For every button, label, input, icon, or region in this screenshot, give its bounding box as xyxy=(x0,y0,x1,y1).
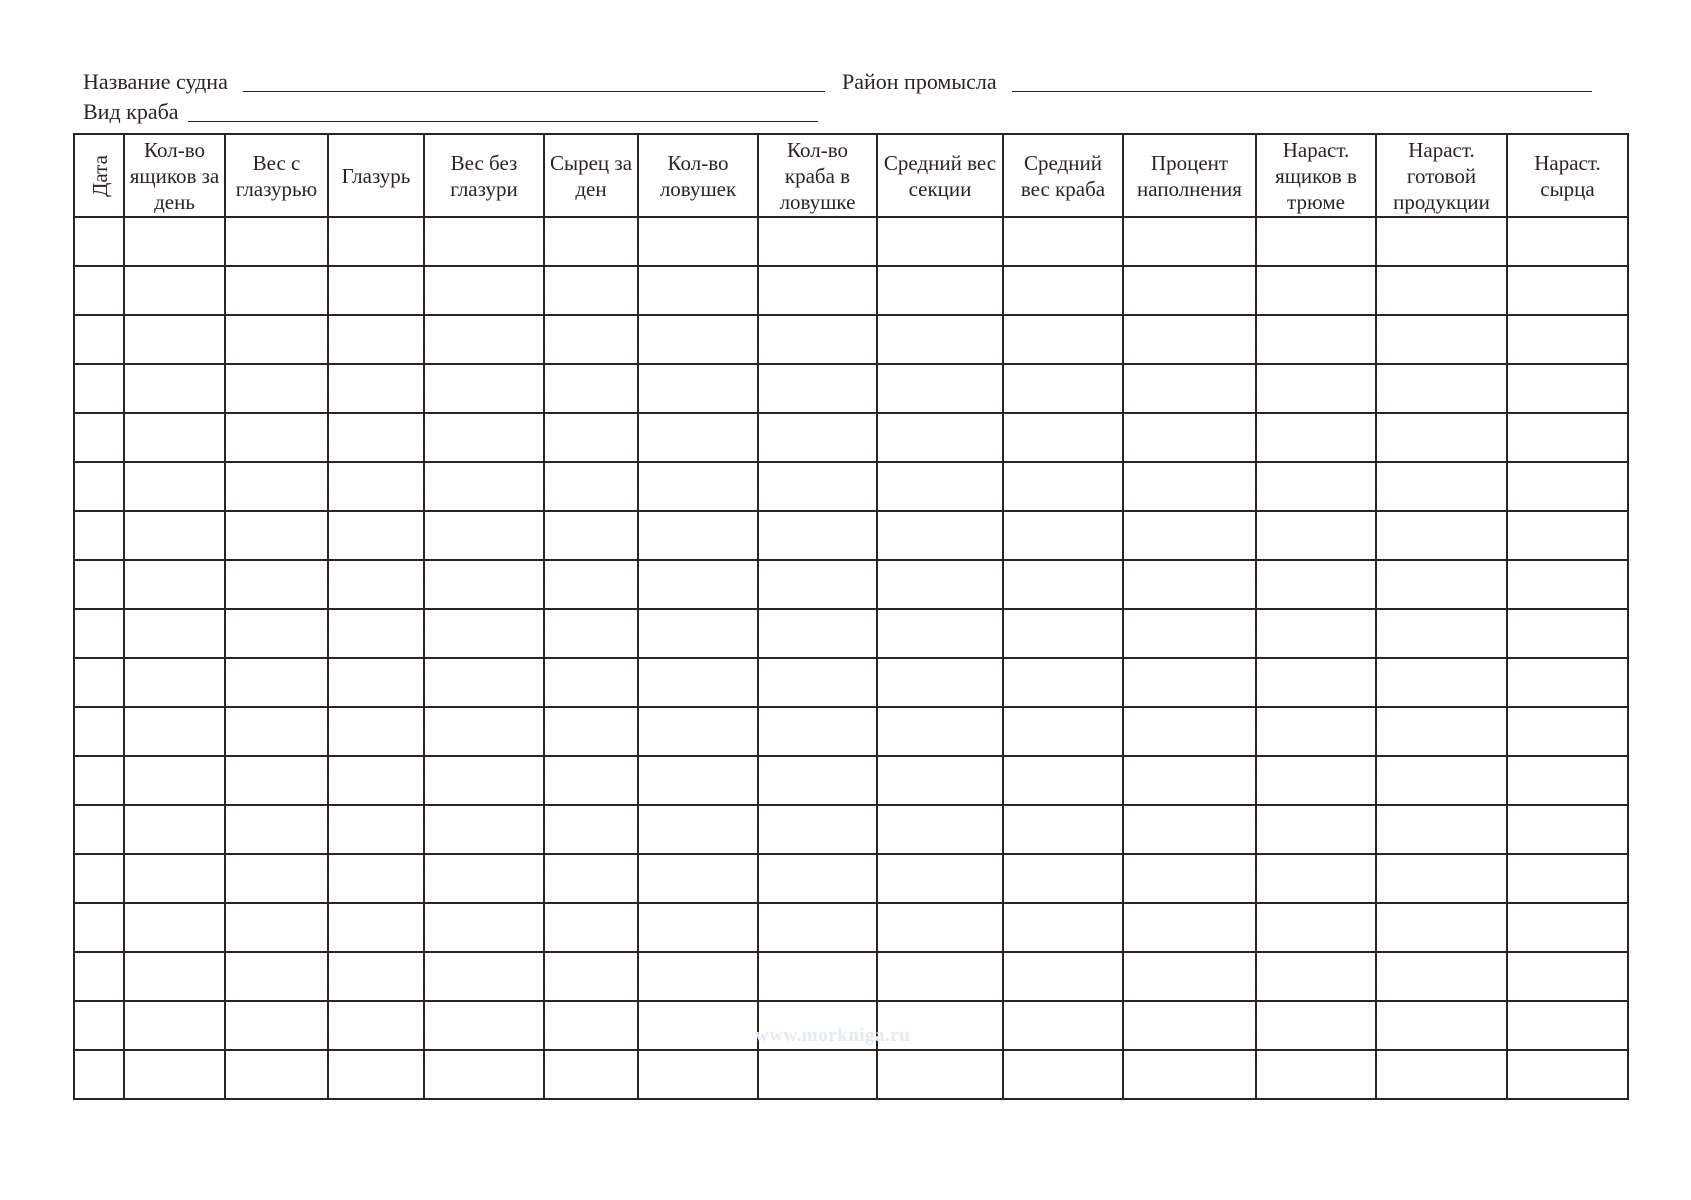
table-cell[interactable] xyxy=(328,217,424,266)
table-cell[interactable] xyxy=(758,315,877,364)
table-cell[interactable] xyxy=(225,903,328,952)
col-header-raw-per-day: Сырец за ден xyxy=(544,134,638,217)
table-cell[interactable] xyxy=(74,756,124,805)
table-cell[interactable] xyxy=(225,364,328,413)
table-row xyxy=(74,805,1628,854)
col-header-fill-percent: Процент наполнения xyxy=(1123,134,1256,217)
table-cell[interactable] xyxy=(124,266,225,315)
table-cell[interactable] xyxy=(1003,903,1123,952)
table-cell[interactable] xyxy=(638,1050,758,1099)
table-cell[interactable] xyxy=(124,805,225,854)
table-cell[interactable] xyxy=(1256,609,1376,658)
table-cell[interactable] xyxy=(328,511,424,560)
table-cell[interactable] xyxy=(544,560,638,609)
col-header-weight-with-glaze: Вес с глазурью xyxy=(225,134,328,217)
table-cell[interactable] xyxy=(544,658,638,707)
table-row xyxy=(74,413,1628,462)
table-cell[interactable] xyxy=(225,315,328,364)
table-cell[interactable] xyxy=(74,707,124,756)
table-cell[interactable] xyxy=(124,609,225,658)
table-cell[interactable] xyxy=(638,903,758,952)
table-cell[interactable] xyxy=(1507,658,1628,707)
table-cell[interactable] xyxy=(328,266,424,315)
table-cell[interactable] xyxy=(1256,315,1376,364)
table-cell[interactable] xyxy=(328,658,424,707)
table-cell[interactable] xyxy=(328,315,424,364)
table-cell[interactable] xyxy=(1123,805,1256,854)
table-cell[interactable] xyxy=(877,756,1003,805)
col-header-avg-section-weight: Средний вес секции xyxy=(877,134,1003,217)
table-cell[interactable] xyxy=(544,854,638,903)
table-cell[interactable] xyxy=(1123,462,1256,511)
table-cell[interactable] xyxy=(424,707,544,756)
table-cell[interactable] xyxy=(544,805,638,854)
table-cell[interactable] xyxy=(74,1001,124,1050)
table-cell[interactable] xyxy=(544,1001,638,1050)
table-cell[interactable] xyxy=(1256,854,1376,903)
table-cell[interactable] xyxy=(1003,609,1123,658)
table-cell[interactable] xyxy=(758,1050,877,1099)
table-cell[interactable] xyxy=(1376,903,1507,952)
table-cell[interactable] xyxy=(638,609,758,658)
crab-species-field[interactable] xyxy=(83,99,179,125)
table-cell[interactable] xyxy=(74,364,124,413)
table-cell[interactable] xyxy=(124,462,225,511)
table-cell[interactable] xyxy=(1507,364,1628,413)
table-cell[interactable] xyxy=(225,462,328,511)
table-cell[interactable] xyxy=(877,511,1003,560)
table-cell[interactable] xyxy=(74,903,124,952)
table-cell[interactable] xyxy=(1123,609,1256,658)
table-cell[interactable] xyxy=(1507,854,1628,903)
table-cell[interactable] xyxy=(424,217,544,266)
table-cell[interactable] xyxy=(544,952,638,1001)
table-cell[interactable] xyxy=(74,560,124,609)
table-cell[interactable] xyxy=(124,1050,225,1099)
table-cell[interactable] xyxy=(758,413,877,462)
table-cell[interactable] xyxy=(74,217,124,266)
table-cell[interactable] xyxy=(1507,315,1628,364)
table-cell[interactable] xyxy=(758,658,877,707)
table-cell[interactable] xyxy=(328,462,424,511)
table-cell[interactable] xyxy=(638,315,758,364)
table-row xyxy=(74,609,1628,658)
col-header-weight-without-glaze: Вес без глазури xyxy=(424,134,544,217)
table-cell[interactable] xyxy=(1507,952,1628,1001)
table-cell[interactable] xyxy=(124,952,225,1001)
table-cell[interactable] xyxy=(758,462,877,511)
table-cell[interactable] xyxy=(328,805,424,854)
table-cell[interactable] xyxy=(1256,952,1376,1001)
table-cell[interactable] xyxy=(74,854,124,903)
table-cell[interactable] xyxy=(1123,315,1256,364)
table-cell[interactable] xyxy=(1256,266,1376,315)
table-cell[interactable] xyxy=(1123,413,1256,462)
table-cell[interactable] xyxy=(328,952,424,1001)
table-cell[interactable] xyxy=(1376,1050,1507,1099)
table-cell[interactable] xyxy=(638,364,758,413)
table-cell[interactable] xyxy=(877,462,1003,511)
table-cell[interactable] xyxy=(638,854,758,903)
table-cell[interactable] xyxy=(1003,560,1123,609)
table-cell[interactable] xyxy=(225,609,328,658)
col-header-boxes-per-day: Кол-во ящиков за день xyxy=(124,134,225,217)
table-cell[interactable] xyxy=(1507,707,1628,756)
table-cell[interactable] xyxy=(758,266,877,315)
table-row xyxy=(74,364,1628,413)
table-cell[interactable] xyxy=(124,854,225,903)
table-cell[interactable] xyxy=(1256,413,1376,462)
table-cell[interactable] xyxy=(225,560,328,609)
table-cell[interactable] xyxy=(74,511,124,560)
table-cell[interactable] xyxy=(225,1050,328,1099)
table-cell[interactable] xyxy=(1003,511,1123,560)
table-cell[interactable] xyxy=(225,952,328,1001)
table-cell[interactable] xyxy=(328,903,424,952)
table-cell[interactable] xyxy=(124,707,225,756)
table-cell[interactable] xyxy=(1123,266,1256,315)
table-cell[interactable] xyxy=(758,707,877,756)
table-cell[interactable] xyxy=(758,609,877,658)
table-cell[interactable] xyxy=(877,952,1003,1001)
table-cell[interactable] xyxy=(74,462,124,511)
table-cell[interactable] xyxy=(328,609,424,658)
table-cell[interactable] xyxy=(424,903,544,952)
table-cell[interactable] xyxy=(638,805,758,854)
vessel-name-field[interactable] xyxy=(83,69,228,95)
table-cell[interactable] xyxy=(424,1001,544,1050)
watermark: www.morkniga.ru xyxy=(755,1025,911,1046)
table-cell[interactable] xyxy=(1376,707,1507,756)
fishing-area-blank-line[interactable] xyxy=(1012,91,1592,92)
table-row xyxy=(74,511,1628,560)
table-cell[interactable] xyxy=(638,560,758,609)
table-cell[interactable] xyxy=(758,903,877,952)
table-cell[interactable] xyxy=(638,511,758,560)
table-cell[interactable] xyxy=(1376,413,1507,462)
table-cell[interactable] xyxy=(877,560,1003,609)
table-row xyxy=(74,217,1628,266)
table-cell[interactable] xyxy=(1256,1001,1376,1050)
table-cell[interactable] xyxy=(424,560,544,609)
table-cell[interactable] xyxy=(328,1050,424,1099)
table-cell[interactable] xyxy=(424,266,544,315)
vessel-name-label: Название судна xyxy=(83,69,228,94)
fishing-area-label: Район промысла xyxy=(842,69,997,94)
table-cell[interactable] xyxy=(638,756,758,805)
table-cell[interactable] xyxy=(225,756,328,805)
table-cell[interactable] xyxy=(328,756,424,805)
table-cell[interactable] xyxy=(544,609,638,658)
table-cell[interactable] xyxy=(1256,805,1376,854)
table-cell[interactable] xyxy=(1003,413,1123,462)
table-cell[interactable] xyxy=(1123,756,1256,805)
table-cell[interactable] xyxy=(1256,462,1376,511)
table-cell[interactable] xyxy=(877,217,1003,266)
table-cell[interactable] xyxy=(124,756,225,805)
table-cell[interactable] xyxy=(1123,560,1256,609)
table-cell[interactable] xyxy=(1507,266,1628,315)
table-cell[interactable] xyxy=(1376,756,1507,805)
table-cell[interactable] xyxy=(1507,609,1628,658)
table-cell[interactable] xyxy=(1003,364,1123,413)
table-cell[interactable] xyxy=(758,560,877,609)
table-header-row xyxy=(74,134,1628,217)
table-cell[interactable] xyxy=(328,854,424,903)
table-cell[interactable] xyxy=(124,560,225,609)
table-cell[interactable] xyxy=(1123,217,1256,266)
table-cell[interactable] xyxy=(1507,756,1628,805)
table-cell[interactable] xyxy=(124,315,225,364)
table-row xyxy=(74,707,1628,756)
table-cell[interactable] xyxy=(424,805,544,854)
table-cell[interactable] xyxy=(225,217,328,266)
table-cell[interactable] xyxy=(328,1001,424,1050)
table-cell[interactable] xyxy=(1507,413,1628,462)
table-cell[interactable] xyxy=(328,364,424,413)
table-cell[interactable] xyxy=(225,511,328,560)
table-row xyxy=(74,903,1628,952)
col-header-cumulative-finished-product: Нараст. готовой продукции xyxy=(1376,134,1507,217)
table-cell[interactable] xyxy=(1123,1001,1256,1050)
table-cell[interactable] xyxy=(1256,364,1376,413)
table-cell[interactable] xyxy=(1003,805,1123,854)
table-cell[interactable] xyxy=(74,805,124,854)
fishing-area-field[interactable] xyxy=(842,69,997,95)
table-cell[interactable] xyxy=(877,658,1003,707)
table-cell[interactable] xyxy=(638,1001,758,1050)
table-cell[interactable] xyxy=(424,854,544,903)
table-cell[interactable] xyxy=(544,1050,638,1099)
table-cell[interactable] xyxy=(124,903,225,952)
col-header-trap-count: Кол-во ловушек xyxy=(638,134,758,217)
table-cell[interactable] xyxy=(758,217,877,266)
table-cell[interactable] xyxy=(638,707,758,756)
table-cell[interactable] xyxy=(1003,315,1123,364)
table-cell[interactable] xyxy=(877,315,1003,364)
table-cell[interactable] xyxy=(1376,658,1507,707)
table-cell[interactable] xyxy=(877,903,1003,952)
table-cell[interactable] xyxy=(225,413,328,462)
vessel-name-blank-line[interactable] xyxy=(243,91,825,92)
table-row xyxy=(74,266,1628,315)
table-cell[interactable] xyxy=(1256,217,1376,266)
table-cell[interactable] xyxy=(638,658,758,707)
table-cell[interactable] xyxy=(877,1050,1003,1099)
table-cell[interactable] xyxy=(1376,609,1507,658)
col-header-crab-per-trap: Кол-во краба в ловушке xyxy=(758,134,877,217)
table-cell[interactable] xyxy=(74,952,124,1001)
crab-species-blank-line[interactable] xyxy=(188,121,818,122)
table-row xyxy=(74,756,1628,805)
table-cell[interactable] xyxy=(877,364,1003,413)
table-cell[interactable] xyxy=(74,266,124,315)
table-cell[interactable] xyxy=(1123,952,1256,1001)
table-cell[interactable] xyxy=(1123,903,1256,952)
table-cell[interactable] xyxy=(1003,952,1123,1001)
table-cell[interactable] xyxy=(424,658,544,707)
table-row xyxy=(74,315,1628,364)
table-cell[interactable] xyxy=(544,511,638,560)
table-cell[interactable] xyxy=(1123,658,1256,707)
table-cell[interactable] xyxy=(1507,1001,1628,1050)
table-cell[interactable] xyxy=(758,364,877,413)
table-cell[interactable] xyxy=(544,707,638,756)
table-cell[interactable] xyxy=(328,413,424,462)
table-cell[interactable] xyxy=(1123,1050,1256,1099)
table-cell[interactable] xyxy=(225,658,328,707)
table-cell[interactable] xyxy=(758,805,877,854)
table-cell[interactable] xyxy=(225,707,328,756)
table-cell[interactable] xyxy=(1256,1050,1376,1099)
table-cell[interactable] xyxy=(1123,854,1256,903)
table-cell[interactable] xyxy=(638,413,758,462)
table-cell[interactable] xyxy=(1376,511,1507,560)
table-cell[interactable] xyxy=(877,854,1003,903)
table-cell[interactable] xyxy=(544,364,638,413)
table-cell[interactable] xyxy=(74,658,124,707)
table-cell[interactable] xyxy=(1376,805,1507,854)
table-cell[interactable] xyxy=(1003,1001,1123,1050)
table-cell[interactable] xyxy=(124,1001,225,1050)
table-cell[interactable] xyxy=(1256,756,1376,805)
table-cell[interactable] xyxy=(1123,511,1256,560)
table-cell[interactable] xyxy=(1507,560,1628,609)
table-cell[interactable] xyxy=(74,413,124,462)
table-cell[interactable] xyxy=(638,217,758,266)
col-header-cumulative-raw: Нараст. сырца xyxy=(1507,134,1628,217)
table-cell[interactable] xyxy=(424,756,544,805)
table-cell[interactable] xyxy=(124,364,225,413)
table-cell[interactable] xyxy=(1256,903,1376,952)
table-cell[interactable] xyxy=(877,805,1003,854)
table-cell[interactable] xyxy=(74,315,124,364)
table-cell[interactable] xyxy=(424,413,544,462)
table-row xyxy=(74,952,1628,1001)
table-cell[interactable] xyxy=(1003,266,1123,315)
table-cell[interactable] xyxy=(1123,707,1256,756)
table-cell[interactable] xyxy=(1507,1050,1628,1099)
table-cell[interactable] xyxy=(877,707,1003,756)
table-cell[interactable] xyxy=(424,462,544,511)
table-cell[interactable] xyxy=(544,413,638,462)
crab-species-label: Вид краба xyxy=(83,99,179,124)
table-cell[interactable] xyxy=(1003,217,1123,266)
table-cell[interactable] xyxy=(544,756,638,805)
table-cell[interactable] xyxy=(638,266,758,315)
table-cell[interactable] xyxy=(544,903,638,952)
table-cell[interactable] xyxy=(1376,364,1507,413)
table-cell[interactable] xyxy=(225,266,328,315)
table-cell[interactable] xyxy=(424,364,544,413)
table-cell[interactable] xyxy=(1376,560,1507,609)
table-cell[interactable] xyxy=(424,609,544,658)
table-cell[interactable] xyxy=(225,854,328,903)
table-cell[interactable] xyxy=(124,658,225,707)
table-cell[interactable] xyxy=(638,462,758,511)
table-cell[interactable] xyxy=(74,1050,124,1099)
table-cell[interactable] xyxy=(638,952,758,1001)
table-cell[interactable] xyxy=(1376,952,1507,1001)
table-row xyxy=(74,462,1628,511)
table-cell[interactable] xyxy=(124,413,225,462)
table-cell[interactable] xyxy=(424,315,544,364)
table-cell[interactable] xyxy=(758,952,877,1001)
table-row xyxy=(74,854,1628,903)
table-cell[interactable] xyxy=(1507,805,1628,854)
table-cell[interactable] xyxy=(1256,560,1376,609)
table-cell[interactable] xyxy=(758,511,877,560)
table-cell[interactable] xyxy=(124,217,225,266)
table-cell[interactable] xyxy=(328,707,424,756)
col-header-cumulative-boxes-in-hold: Нараст. ящиков в трюме xyxy=(1256,134,1376,217)
table-cell[interactable] xyxy=(1256,707,1376,756)
table-cell[interactable] xyxy=(877,609,1003,658)
table-cell[interactable] xyxy=(544,462,638,511)
table-cell[interactable] xyxy=(877,266,1003,315)
table-cell[interactable] xyxy=(1003,854,1123,903)
col-header-date: Дата xyxy=(74,134,124,217)
table-body xyxy=(74,217,1628,1099)
table-row xyxy=(74,560,1628,609)
table-cell[interactable] xyxy=(1376,854,1507,903)
table-cell[interactable] xyxy=(1003,756,1123,805)
table-cell[interactable] xyxy=(1507,903,1628,952)
table-cell[interactable] xyxy=(758,756,877,805)
table-cell[interactable] xyxy=(758,854,877,903)
table-cell[interactable] xyxy=(1376,266,1507,315)
table-cell[interactable] xyxy=(225,805,328,854)
table-cell[interactable] xyxy=(74,609,124,658)
table-cell[interactable] xyxy=(1256,658,1376,707)
table-row xyxy=(74,658,1628,707)
table-cell[interactable] xyxy=(1376,1001,1507,1050)
table-cell[interactable] xyxy=(1507,462,1628,511)
col-header-avg-crab-weight: Средний вес краба xyxy=(1003,134,1123,217)
col-header-glaze: Глазурь xyxy=(328,134,424,217)
table-cell[interactable] xyxy=(424,952,544,1001)
table-cell[interactable] xyxy=(124,511,225,560)
table-cell[interactable] xyxy=(1003,1050,1123,1099)
table-cell[interactable] xyxy=(544,217,638,266)
table-cell[interactable] xyxy=(1376,217,1507,266)
table-cell[interactable] xyxy=(544,266,638,315)
table-row xyxy=(74,1050,1628,1099)
table-cell[interactable] xyxy=(1376,315,1507,364)
table-cell[interactable] xyxy=(1003,707,1123,756)
table-cell[interactable] xyxy=(1123,364,1256,413)
table-cell[interactable] xyxy=(544,315,638,364)
table-cell[interactable] xyxy=(424,1050,544,1099)
table-cell[interactable] xyxy=(1003,658,1123,707)
table-cell[interactable] xyxy=(1256,511,1376,560)
catch-log-table xyxy=(73,133,1629,1100)
table-cell[interactable] xyxy=(1507,217,1628,266)
table-cell[interactable] xyxy=(1376,462,1507,511)
table-cell[interactable] xyxy=(225,1001,328,1050)
table-cell[interactable] xyxy=(1003,462,1123,511)
table-cell[interactable] xyxy=(424,511,544,560)
table-cell[interactable] xyxy=(877,413,1003,462)
table-cell[interactable] xyxy=(1507,511,1628,560)
table-cell[interactable] xyxy=(328,560,424,609)
